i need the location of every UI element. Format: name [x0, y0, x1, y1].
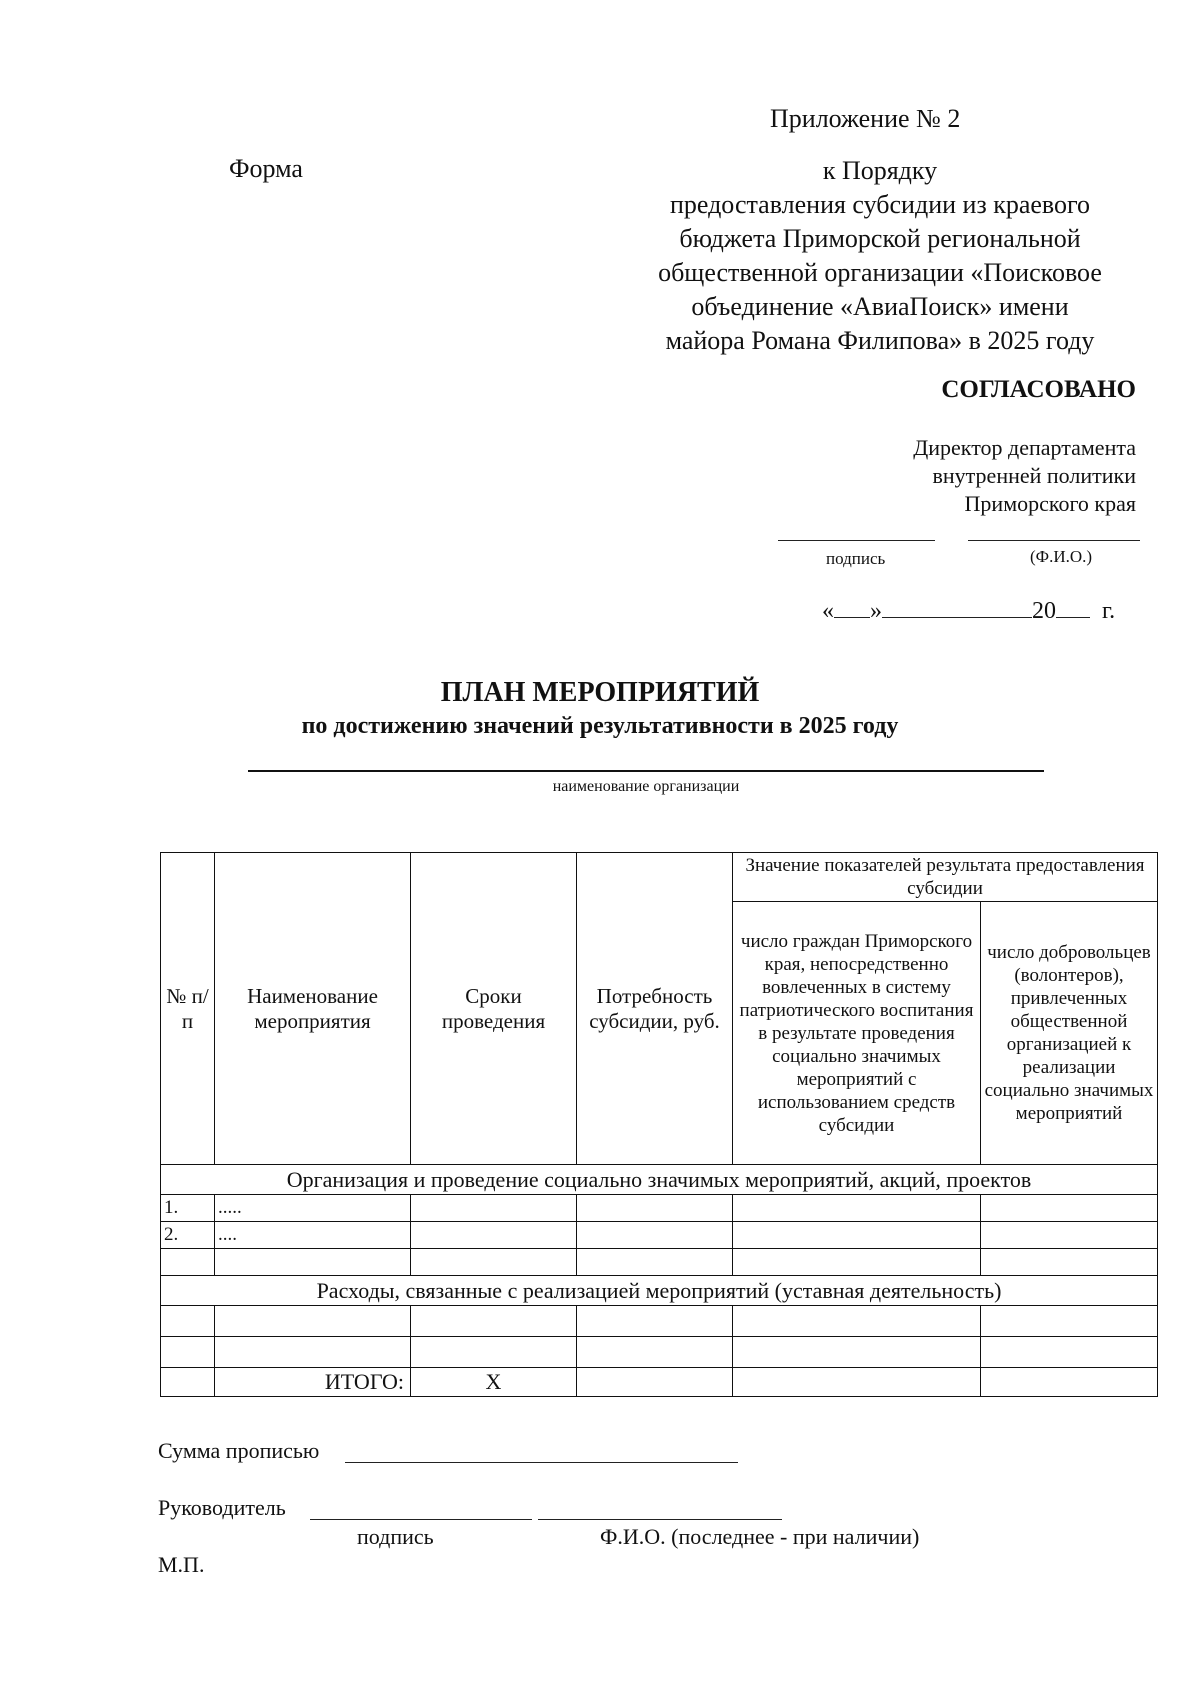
director-title: [776, 434, 1136, 518]
approval-signature-line: [778, 540, 935, 541]
date-year-suffix: г.: [1102, 598, 1116, 624]
row-dates: [411, 1195, 577, 1222]
order-line: объединение «АвиаПоиск» имени: [691, 292, 1069, 321]
row-need: [577, 1249, 733, 1276]
section-events: Организация и проведение социально значимых мероприятий, акций, проектов: [161, 1165, 1158, 1195]
order-line: майора Романа Филипова» в 2025 году: [665, 326, 1095, 355]
row-number: [161, 1306, 215, 1337]
date-open-quote: «: [822, 598, 834, 624]
approval-signature-label: подпись: [826, 549, 886, 568]
row-number: 1.: [161, 1195, 215, 1222]
head-fio-label: Ф.И.О. (последнее - при наличии): [600, 1524, 920, 1549]
table-row: [161, 1337, 1158, 1368]
header-number: № п/п: [161, 853, 215, 1165]
row-citizens: [733, 1337, 981, 1368]
row-number: 2.: [161, 1222, 215, 1249]
row-citizens: [733, 1249, 981, 1276]
row-need: [577, 1195, 733, 1222]
row-citizens: [733, 1195, 981, 1222]
appendix-number: Приложение № 2: [770, 104, 961, 133]
director-line: Приморского края: [964, 491, 1136, 516]
table-row: [161, 1249, 1158, 1276]
header-subsidy-need: Потребность субсидии, руб.: [577, 853, 733, 1165]
page-title: ПЛАН МЕРОПРИЯТИЙ: [440, 677, 760, 708]
total-volunteers: [981, 1368, 1158, 1397]
row-event-name: [215, 1337, 411, 1368]
date-month-blank: [882, 597, 1032, 618]
row-volunteers: [981, 1195, 1158, 1222]
header-result-indicators: Значение показателей результата предоставления субсидии: [733, 853, 1158, 902]
total-number: [161, 1368, 215, 1397]
head-fio-line: [538, 1519, 782, 1520]
row-volunteers: [981, 1337, 1158, 1368]
date-close-quote: »: [870, 598, 882, 624]
total-dates: X: [411, 1368, 577, 1397]
header-citizens-count: число граждан Приморского края, непосредственно вовлеченных в систему патриотического воспитания в результате проведения социально значимых мероприятий с использованием средств субсидии: [733, 902, 981, 1165]
form-label: Форма: [229, 154, 303, 183]
header-volunteers-count: число добровольцев (волонтеров), привлеченных общественной организацией к реализации социально значимых мероприятий: [981, 902, 1158, 1165]
row-need: [577, 1222, 733, 1249]
table-row: [161, 1195, 1158, 1222]
sum-in-words-label: Сумма прописью: [158, 1438, 320, 1463]
order-reference: [600, 154, 1160, 358]
section-statutory-expenses: Расходы, связанные с реализацией мероприятий (уставная деятельность): [161, 1276, 1158, 1306]
stamp-label: М.П.: [158, 1552, 205, 1577]
order-line: общественной организации «Поисковое: [658, 258, 1102, 287]
row-dates: [411, 1222, 577, 1249]
row-number: [161, 1337, 215, 1368]
total-need: [577, 1368, 733, 1397]
total-label: ИТОГО:: [215, 1368, 411, 1397]
table-row: [161, 1222, 1158, 1249]
row-event-name: [215, 1249, 411, 1276]
order-line: бюджета Приморской региональной: [679, 224, 1081, 253]
order-line: к Порядку: [822, 156, 938, 185]
date-day-blank: [834, 597, 870, 618]
organization-name-line: [248, 770, 1044, 772]
row-number: [161, 1249, 215, 1276]
total-citizens: [733, 1368, 981, 1397]
director-line: Директор департамента: [913, 435, 1136, 460]
row-citizens: [733, 1222, 981, 1249]
row-event-name: [215, 1306, 411, 1337]
organization-name-label: наименование организации: [552, 778, 740, 795]
head-signature-line: [310, 1519, 532, 1520]
header-event-name: Наименование мероприятия: [215, 853, 411, 1165]
page-subtitle: по достижению значений результативности в 2025 году: [301, 713, 899, 739]
row-citizens: [733, 1306, 981, 1337]
approval-fio-label: (Ф.И.О.): [1030, 547, 1093, 566]
date-year-blank: [1056, 597, 1090, 618]
row-event-name: ....: [215, 1222, 411, 1249]
head-signature-label: подпись: [357, 1524, 434, 1549]
row-volunteers: [981, 1249, 1158, 1276]
approval-date: [822, 597, 1115, 625]
total-row: [161, 1368, 1158, 1397]
row-volunteers: [981, 1306, 1158, 1337]
agreed-heading: СОГЛАСОВАНО: [941, 376, 1136, 403]
row-need: [577, 1337, 733, 1368]
row-need: [577, 1306, 733, 1337]
table-row: [161, 1306, 1158, 1337]
approval-fio-line: [968, 540, 1140, 541]
director-line: внутренней политики: [932, 463, 1136, 488]
row-dates: [411, 1337, 577, 1368]
sum-in-words-line: [345, 1462, 738, 1463]
date-year-prefix: 20: [1032, 598, 1056, 624]
order-line: предоставления субсидии из краевого: [669, 190, 1091, 219]
head-label: Руководитель: [158, 1495, 286, 1520]
plan-table: [160, 852, 1158, 1397]
row-volunteers: [981, 1222, 1158, 1249]
row-dates: [411, 1306, 577, 1337]
header-dates: Сроки проведения: [411, 853, 577, 1165]
row-event-name: .....: [215, 1195, 411, 1222]
row-dates: [411, 1249, 577, 1276]
